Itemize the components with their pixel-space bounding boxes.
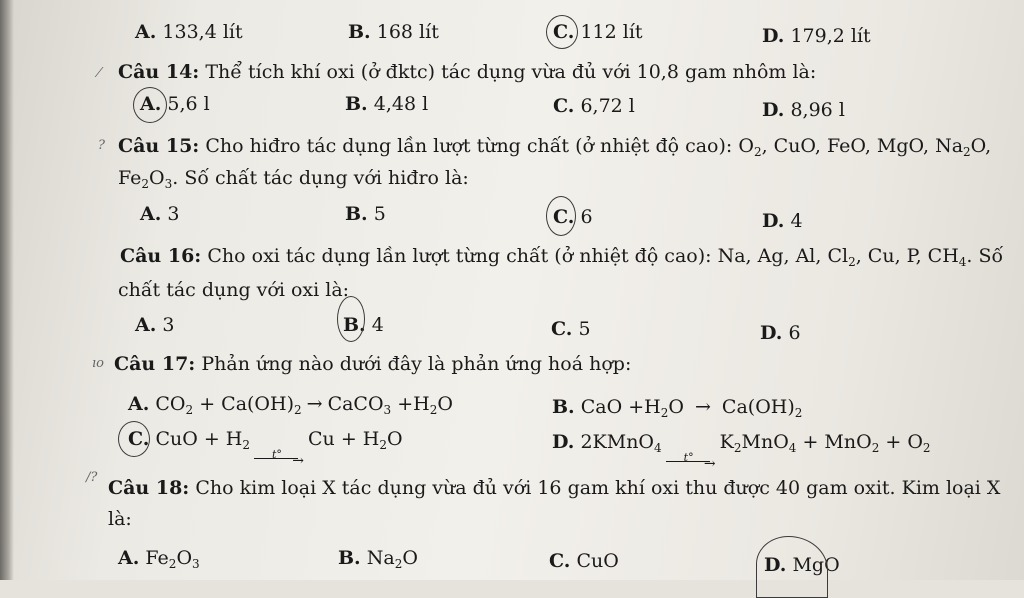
answer-circle — [133, 87, 167, 123]
q18-stem-line1: Câu 18: Cho kim loại X tác dụng vừa đủ với 16 gam khí oxi thu được 40 gam oxit. Kim loại X — [108, 477, 1001, 499]
q15-option-c: C. 6 — [553, 206, 593, 228]
q13-option-d: D. 179,2 lít — [762, 25, 871, 47]
q15-stem-line2: $Fe_2O_3$. Số chất tác dụng với hiđro là: — [118, 167, 469, 191]
answer-circle — [546, 15, 578, 49]
q13-option-b: B. 168 lít — [348, 21, 439, 43]
q16-option-a: A. 3 — [135, 314, 175, 336]
handwritten-mark: ? — [98, 138, 105, 153]
q14-option-d: D. 8,96 l — [762, 99, 845, 121]
handwritten-mark: /? — [86, 470, 98, 485]
q14-option-a: A. 5,6 l — [140, 93, 210, 115]
q14-option-b: B. 4,48 l — [345, 93, 429, 115]
q18-option-b: B. $Na_2O$ — [338, 547, 418, 571]
q18-stem-line2: là: — [108, 508, 132, 530]
q16-option-b: B. 4 — [343, 314, 384, 336]
q17-option-c: C. CuO + $H_2$ → t° $Cu + H_2O$ — [128, 428, 403, 469]
q18-option-d: D. MgO — [764, 554, 840, 576]
q17-option-d: D. 2KMnO$_4$ → t° $K_2MnO_4 + MnO_2 + O_2$ — [552, 431, 931, 472]
q14-option-c: C. 6,72 l — [553, 95, 635, 117]
answer-circle — [337, 296, 365, 342]
q18-option-c: C. CuO — [549, 550, 619, 572]
q15-option-a: A. 3 — [140, 203, 180, 225]
handwritten-mark: ıo — [92, 356, 104, 371]
answer-circle — [546, 196, 576, 236]
q17-option-a: A. $CO_2 + Ca(OH)_2$ → CaCO$_3$ $+H_2O$ — [128, 393, 453, 417]
q16-option-d: D. 6 — [760, 322, 801, 344]
q15-option-d: D. 4 — [762, 210, 803, 232]
q16-option-c: C. 5 — [551, 318, 591, 340]
q16-stem-line2: chất tác dụng với oxi là: — [118, 279, 350, 301]
q16-stem-line1: Câu 16: Cho oxi tác dụng lần lượt từng chất (ở nhiệt độ cao): Na, Ag, Al, $Cl_2$, Cu, P, $CH_4$. Số — [120, 245, 1004, 269]
q18-option-a: A. $Fe_2O_3$ — [118, 547, 200, 571]
page-edge — [0, 0, 14, 580]
q15-option-b: B. 5 — [345, 203, 386, 225]
q14-stem: Câu 14: Thể tích khí oxi (ở đktc) tác dụng vừa đủ với 10,8 gam nhôm là: — [118, 61, 817, 83]
q13-option-c: C. 112 lít — [553, 21, 643, 43]
q15-stem-line1: Câu 15: Cho hiđro tác dụng lần lượt từng chất (ở nhiệt độ cao): $O_2$, CuO, FeO, MgO, $Na_2O$, — [118, 135, 992, 159]
q17-option-b: B. CaO $+H_2O \to Ca(OH)_2$ — [552, 396, 803, 420]
handwritten-mark: ⁄ — [98, 66, 101, 81]
q17-stem: Câu 17: Phản ứng nào dưới đây là phản ứng hoá hợp: — [114, 353, 632, 375]
answer-circle — [118, 421, 150, 457]
q13-option-a: A. 133,4 lít — [135, 21, 243, 43]
